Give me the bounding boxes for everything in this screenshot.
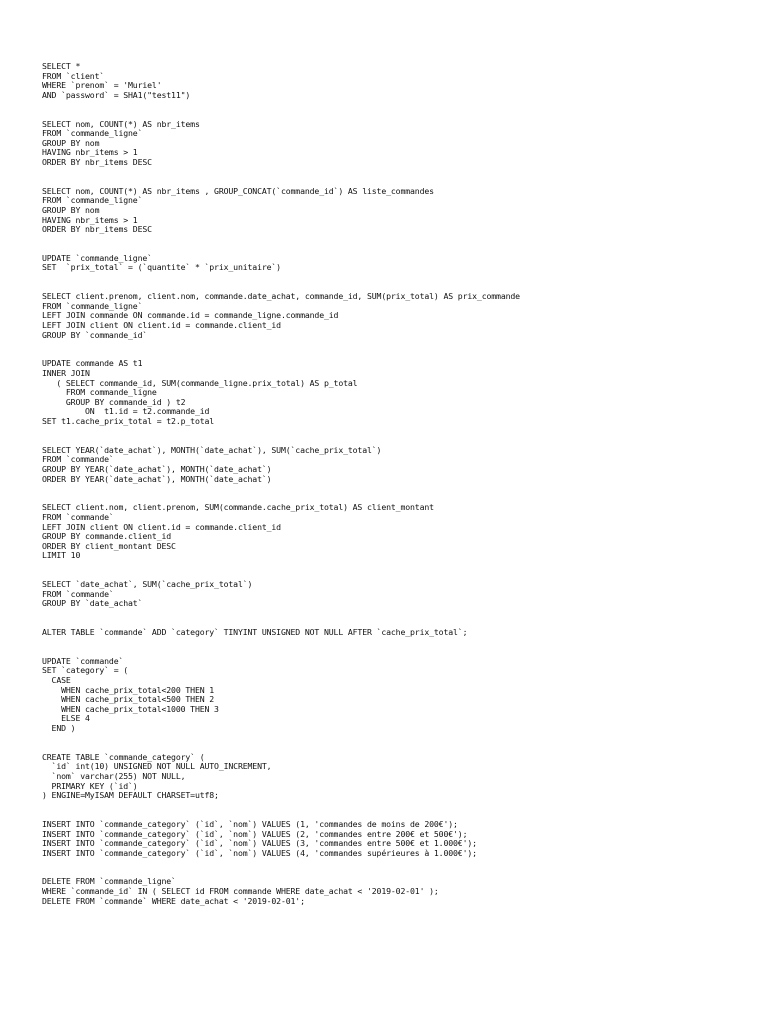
- block-spacer: [42, 801, 742, 820]
- sql-line: `id` int(10) UNSIGNED NOT NULL AUTO_INCREMENT,: [42, 761, 272, 772]
- sql-line: FROM `commande`: [42, 588, 114, 599]
- sql-line: INSERT INTO `commande_category` (`id`, `nom`) VALUES (1, 'commandes de moins de 200€');: [42, 818, 458, 829]
- block-spacer: [42, 427, 742, 446]
- sql-line: ORDER BY nbr_items DESC: [42, 156, 152, 167]
- sql-line: SELECT client.prenom, client.nom, commande.date_achat, commande_id, SUM(prix_total) AS prix_commande: [42, 291, 520, 302]
- sql-line: ON t1.id = t2.commande_id: [42, 406, 210, 417]
- sql-line: GROUP BY nom: [42, 204, 100, 215]
- sql-line: GROUP BY nom: [42, 137, 100, 148]
- sql-line: CASE: [42, 675, 71, 685]
- sql-block: [42, 120, 742, 168]
- sql-line: ( SELECT commande_id, SUM(commande_ligne.prix_total) AS p_total: [42, 377, 358, 388]
- block-spacer: [42, 340, 742, 359]
- sql-line: INSERT INTO `commande_category` (`id`, `nom`) VALUES (4, 'commandes supérieures à 1.000€');: [42, 847, 477, 858]
- sql-line: WHEN cache_prix_total<200 THEN 1: [42, 684, 215, 695]
- sql-document: [42, 62, 742, 906]
- sql-line: LIMIT 10: [42, 550, 81, 561]
- sql-line: INSERT INTO `commande_category` (`id`, `nom`) VALUES (3, 'commandes entre 500€ et 1.000€');: [42, 838, 477, 849]
- sql-line: FROM `commande`: [42, 454, 114, 465]
- block-spacer: [42, 168, 742, 187]
- sql-line: SET `prix_total` = (`quantite` * `prix_unitaire`): [42, 262, 281, 273]
- sql-block: [42, 580, 742, 609]
- sql-line: LEFT JOIN client ON client.id = commande.client_id: [42, 320, 281, 331]
- sql-line: ORDER BY client_montant DESC: [42, 540, 176, 551]
- sql-block: [42, 292, 742, 340]
- sql-block: [42, 657, 742, 734]
- block-spacer: [42, 858, 742, 877]
- sql-line: UPDATE commande AS t1: [42, 358, 143, 369]
- sql-line: SELECT `date_achat`, SUM(`cache_prix_total`): [42, 579, 253, 590]
- sql-line: SET `category` = (: [42, 665, 129, 676]
- sql-line: DELETE FROM `commande` WHERE date_achat < '2019-02-01';: [42, 895, 305, 906]
- block-spacer: [42, 609, 742, 628]
- sql-line: UPDATE `commande_ligne`: [42, 252, 152, 263]
- block-spacer: [42, 638, 742, 657]
- sql-line: `nom` varchar(255) NOT NULL,: [42, 770, 186, 781]
- sql-line: INNER JOIN: [42, 368, 90, 378]
- sql-line: CREATE TABLE `commande_category` (: [42, 751, 205, 762]
- sql-block: [42, 628, 742, 638]
- sql-line: GROUP BY `date_achat`: [42, 598, 143, 609]
- sql-line: FROM commande_ligne: [42, 387, 157, 398]
- sql-line: PRIMARY KEY (`id`): [42, 780, 138, 791]
- sql-line: DELETE FROM `commande_ligne`: [42, 876, 176, 887]
- sql-line: SET t1.cache_prix_total = t2.p_total: [42, 415, 215, 426]
- sql-line: GROUP BY commande_id ) t2: [42, 396, 186, 407]
- sql-line: SELECT nom, COUNT(*) AS nbr_items , GROUP_CONCAT(`commande_id`) AS liste_commandes: [42, 185, 434, 196]
- sql-line: AND `password` = SHA1("test11"): [42, 89, 191, 100]
- sql-block: [42, 187, 742, 235]
- sql-line: GROUP BY commande.client_id: [42, 531, 172, 542]
- sql-line: HAVING nbr_items > 1: [42, 214, 138, 225]
- block-spacer: [42, 100, 742, 119]
- sql-line: INSERT INTO `commande_category` (`id`, `nom`) VALUES (2, 'commandes entre 200€ et 500€');: [42, 828, 468, 839]
- sql-line: GROUP BY `commande_id`: [42, 329, 148, 340]
- sql-line: END ): [42, 722, 76, 733]
- sql-line: HAVING nbr_items > 1: [42, 147, 138, 158]
- block-spacer: [42, 484, 742, 503]
- sql-block: [42, 503, 742, 561]
- sql-line: FROM `commande_ligne`: [42, 128, 143, 139]
- sql-line: FROM `commande_ligne`: [42, 195, 143, 206]
- sql-line: ORDER BY YEAR(`date_achat`), MONTH(`date_achat`): [42, 473, 272, 484]
- sql-line: ELSE 4: [42, 713, 90, 724]
- sql-line: ORDER BY nbr_items DESC: [42, 224, 152, 235]
- sql-line: SELECT client.nom, client.prenom, SUM(commande.cache_prix_total) AS client_montant: [42, 502, 434, 513]
- sql-block: [42, 446, 742, 484]
- block-spacer: [42, 734, 742, 753]
- sql-line: LEFT JOIN commande ON commande.id = commande_ligne.commande_id: [42, 310, 339, 321]
- sql-line: FROM `commande_ligne`: [42, 300, 143, 311]
- sql-line: WHERE `commande_id` IN ( SELECT id FROM commande WHERE date_achat < '2019-02-01' );: [42, 886, 439, 897]
- block-spacer: [42, 273, 742, 292]
- sql-line: WHEN cache_prix_total<1000 THEN 3: [42, 703, 219, 714]
- sql-line: SELECT YEAR(`date_achat`), MONTH(`date_achat`), SUM(`cache_prix_total`): [42, 444, 382, 455]
- sql-line: ) ENGINE=MyISAM DEFAULT CHARSET=utf8;: [42, 790, 219, 801]
- sql-block: [42, 820, 742, 858]
- sql-line: FROM `client`: [42, 70, 105, 81]
- sql-line: FROM `commande`: [42, 511, 114, 522]
- sql-line: WHEN cache_prix_total<500 THEN 2: [42, 694, 215, 705]
- sql-line: UPDATE `commande`: [42, 655, 124, 666]
- sql-block: [42, 254, 742, 273]
- sql-line: WHERE `prenom` = 'Muriel': [42, 80, 162, 91]
- sql-block: [42, 877, 742, 906]
- sql-line: ALTER TABLE `commande` ADD `category` TINYINT UNSIGNED NOT NULL AFTER `cache_prix_total`;: [42, 627, 468, 638]
- sql-line: SELECT *: [42, 61, 81, 71]
- sql-line: SELECT nom, COUNT(*) AS nbr_items: [42, 118, 200, 129]
- sql-line: LEFT JOIN client ON client.id = commande.client_id: [42, 521, 281, 532]
- block-spacer: [42, 561, 742, 580]
- sql-block: [42, 62, 742, 100]
- sql-block: [42, 753, 742, 801]
- sql-block: [42, 359, 742, 426]
- sql-line: GROUP BY YEAR(`date_achat`), MONTH(`date_achat`): [42, 463, 272, 474]
- block-spacer: [42, 235, 742, 254]
